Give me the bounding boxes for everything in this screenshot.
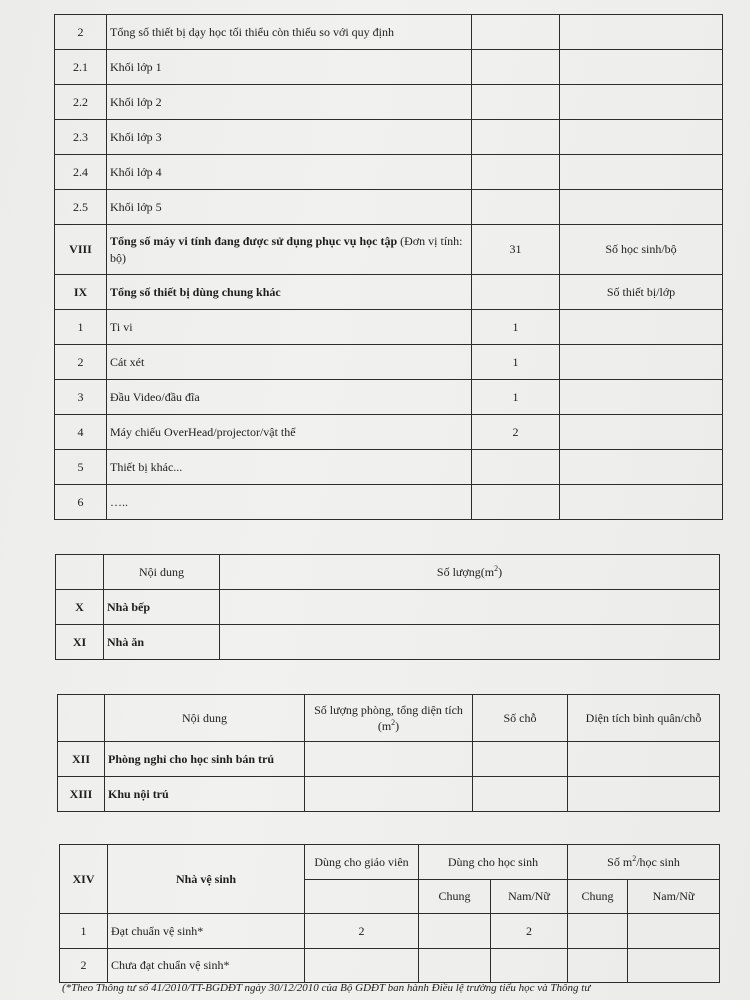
row-quantity (220, 625, 720, 660)
row-quantity (472, 485, 560, 520)
row-number: XII (58, 742, 105, 777)
table-row (55, 190, 723, 225)
header-stt (58, 695, 105, 742)
row-number: X (56, 590, 104, 625)
row-number: 5 (55, 450, 107, 485)
header-quantity-text: Số lượng(m (436, 564, 495, 579)
row-content: ….. (107, 485, 472, 520)
row-number: 2.3 (55, 120, 107, 155)
row-note (560, 85, 723, 120)
row-content: Khối lớp 5 (107, 190, 472, 225)
row-common-2 (568, 914, 628, 949)
row-number: XI (56, 625, 104, 660)
header-rooms-pre: (m (377, 719, 392, 733)
table-row (55, 155, 723, 190)
row-number: IX (55, 275, 107, 310)
row-common (419, 949, 491, 983)
row-quantity: 31 (472, 225, 560, 275)
header-rooms-line2 (308, 718, 469, 734)
header-teacher: Dùng cho giáo viên (305, 845, 419, 880)
row-note (560, 120, 723, 155)
row-common-2 (568, 949, 628, 983)
subheader-gender-2: Nam/Nữ (628, 880, 720, 914)
row-number: 2 (60, 949, 108, 983)
row-quantity: 1 (472, 345, 560, 380)
row-quantity: 1 (472, 310, 560, 345)
table-row (55, 415, 723, 450)
row-note (560, 50, 723, 85)
row-content: Đạt chuẩn vệ sinh* (108, 914, 305, 949)
row-quantity (472, 190, 560, 225)
row-number: 2 (55, 345, 107, 380)
row-number: 2.1 (55, 50, 107, 85)
table-row (58, 742, 720, 777)
equipment-table (54, 14, 723, 520)
row-note: Số học sinh/bộ (560, 225, 723, 275)
row-note: Số thiết bị/lớp (560, 275, 723, 310)
toilet-table-body (60, 845, 720, 983)
table-row (55, 15, 723, 50)
row-number: 1 (60, 914, 108, 949)
row-note (560, 190, 723, 225)
row-quantity (472, 15, 560, 50)
row-quantity (472, 120, 560, 155)
row-quantity: 1 (472, 380, 560, 415)
row-content: Nhà ăn (104, 625, 220, 660)
table-row (56, 625, 720, 660)
subheader-teacher (305, 880, 419, 914)
row-quantity (472, 275, 560, 310)
header-quantity (220, 555, 720, 590)
row-content: Khối lớp 4 (107, 155, 472, 190)
header-stt (56, 555, 104, 590)
row-note (560, 415, 723, 450)
header-quantity-sup: 2 (494, 563, 499, 573)
row-gender-2 (628, 914, 720, 949)
table-row (58, 777, 720, 812)
table-header-row (58, 695, 720, 742)
row-gender (491, 949, 568, 983)
row-quantity (472, 155, 560, 190)
header-quantity-end: ) (498, 564, 503, 579)
footnote: (*Theo Thông tư số 41/2010/TT-BGDĐT ngày 30/12/2010 của Bộ GDĐT ban hành Điều lệ trường tiểu học và Thông tư (62, 982, 591, 994)
header-content: Nội dung (104, 555, 220, 590)
subheader-common-2: Chung (568, 880, 628, 914)
kitchen-dining-table-body (56, 555, 720, 660)
row-quantity: 2 (472, 415, 560, 450)
row-content: Cát xét (107, 345, 472, 380)
row-note (560, 345, 723, 380)
table-row (55, 275, 723, 310)
row-number: 2.4 (55, 155, 107, 190)
table-header-row (60, 845, 720, 880)
row-content: Khối lớp 3 (107, 120, 472, 155)
row-content-bold: Tổng số máy vi tính đang được sử dụng phục vụ học tập (110, 234, 398, 249)
row-number: 2.5 (55, 190, 107, 225)
header-stt: XIV (60, 845, 108, 914)
row-content: Đầu Video/đầu đĩa (107, 380, 472, 415)
row-content (107, 275, 472, 310)
row-number: XIII (58, 777, 105, 812)
boarding-table-body (58, 695, 720, 812)
row-content-bold: Tổng số thiết bị dùng chung khác (110, 284, 281, 299)
row-avg (568, 777, 720, 812)
row-content: Máy chiếu OverHead/projector/vật thể (107, 415, 472, 450)
row-note (560, 485, 723, 520)
header-per-student-pre: Số m (607, 854, 633, 869)
header-student: Dùng cho học sinh (419, 845, 568, 880)
table-row (55, 380, 723, 415)
header-rooms-post: ) (395, 719, 400, 733)
row-content: Khu nội trú (105, 777, 305, 812)
header-rooms-line1: Số lượng phòng, tổng diện tích (314, 702, 463, 717)
row-number: VIII (55, 225, 107, 275)
row-content: Chưa đạt chuẩn vệ sinh* (108, 949, 305, 983)
row-note (560, 15, 723, 50)
row-gender-2 (628, 949, 720, 983)
table-row (55, 345, 723, 380)
row-rooms (305, 742, 473, 777)
row-seats (473, 777, 568, 812)
row-content: Khối lớp 2 (107, 85, 472, 120)
kitchen-dining-table (55, 554, 720, 660)
table-row (56, 590, 720, 625)
row-quantity (472, 450, 560, 485)
row-content-unit: (Đơn vị tính: bộ) (110, 234, 463, 265)
row-content: Ti vi (107, 310, 472, 345)
table-row (60, 949, 720, 983)
row-number: 6 (55, 485, 107, 520)
table-row (55, 50, 723, 85)
row-content (107, 225, 472, 275)
row-content: Tổng số thiết bị dạy học tối thiểu còn thiếu so với quy định (107, 15, 472, 50)
row-gender: 2 (491, 914, 568, 949)
row-quantity (220, 590, 720, 625)
header-rooms (305, 695, 473, 742)
row-note (560, 450, 723, 485)
row-avg (568, 742, 720, 777)
row-common (419, 914, 491, 949)
header-rooms-sup: 2 (391, 718, 396, 727)
row-note (560, 380, 723, 415)
table-row (55, 485, 723, 520)
subheader-gender: Nam/Nữ (491, 880, 568, 914)
header-content: Nhà vệ sinh (108, 845, 305, 914)
row-seats (473, 742, 568, 777)
row-number: 2.2 (55, 85, 107, 120)
row-content: Nhà bếp (104, 590, 220, 625)
toilet-table (59, 844, 720, 983)
header-per-student (568, 845, 720, 880)
row-content: Phòng nghỉ cho học sinh bán trú (105, 742, 305, 777)
boarding-table (57, 694, 720, 812)
row-number: 3 (55, 380, 107, 415)
row-note (560, 155, 723, 190)
equipment-table-body (55, 15, 723, 520)
header-per-student-sup: 2 (632, 853, 637, 863)
row-number: 4 (55, 415, 107, 450)
table-row (60, 914, 720, 949)
row-quantity (472, 50, 560, 85)
header-seats: Số chỗ (473, 695, 568, 742)
row-quantity (472, 85, 560, 120)
table-row (55, 85, 723, 120)
table-row (55, 120, 723, 155)
row-teacher (305, 949, 419, 983)
row-number: 1 (55, 310, 107, 345)
row-content: Thiết bị khác... (107, 450, 472, 485)
row-note (560, 310, 723, 345)
table-row (55, 225, 723, 275)
header-avg: Diện tích bình quân/chỗ (568, 695, 720, 742)
subheader-common: Chung (419, 880, 491, 914)
table-header-row (56, 555, 720, 590)
header-content: Nội dung (105, 695, 305, 742)
table-row (55, 310, 723, 345)
row-teacher: 2 (305, 914, 419, 949)
header-per-student-post: /học sinh (636, 854, 680, 869)
row-number: 2 (55, 15, 107, 50)
row-rooms (305, 777, 473, 812)
row-content: Khối lớp 1 (107, 50, 472, 85)
table-row (55, 450, 723, 485)
